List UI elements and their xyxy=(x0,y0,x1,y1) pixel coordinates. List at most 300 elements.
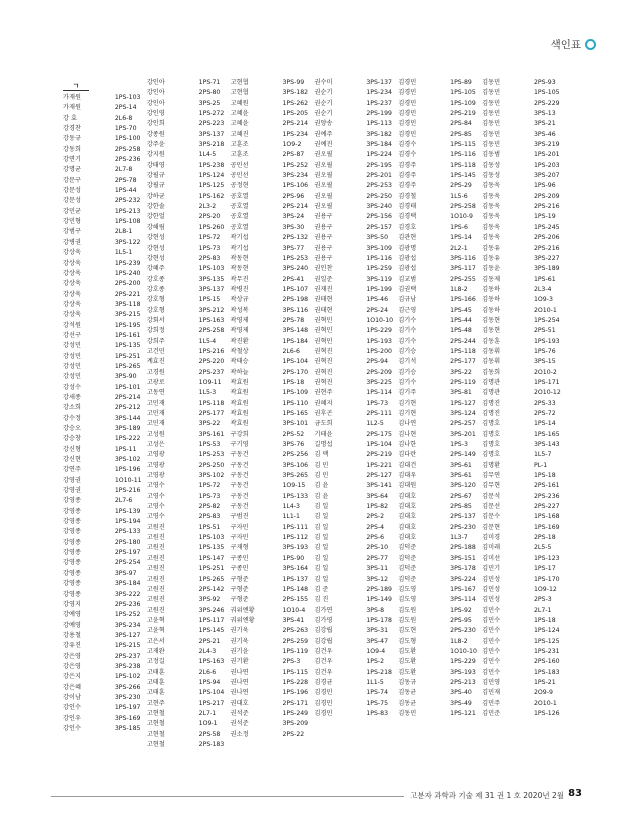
author-name: 김동휘 xyxy=(482,347,501,355)
author-name: 강영종 xyxy=(63,518,81,526)
paper-code: 3PS-240 xyxy=(366,203,392,211)
paper-code: 3PS-193 xyxy=(450,668,476,676)
paper-code: 3PS-47 xyxy=(366,637,389,645)
index-entry xyxy=(398,647,477,657)
paper-code: 3PS-13 xyxy=(533,110,556,118)
author-name: 고현협 xyxy=(230,79,249,86)
index-entry xyxy=(231,637,310,647)
index-entry xyxy=(314,161,393,171)
author-name: 김경민 xyxy=(398,99,417,107)
index-entry xyxy=(314,357,393,367)
author-name: 궈위엔황 xyxy=(230,606,255,614)
index-entry xyxy=(398,688,477,698)
index-entry xyxy=(231,399,310,409)
paper-code: 1O10-10 xyxy=(366,316,394,324)
index-entry xyxy=(314,295,393,305)
author-name: 김 일 xyxy=(314,503,329,511)
paper-code: 1L5-3 xyxy=(198,389,217,397)
paper-code: 2PS-22 xyxy=(282,730,305,738)
author-name: 구동건 xyxy=(230,461,249,469)
paper-code: 1L5-7 xyxy=(533,451,552,459)
author-name: 김동훈 xyxy=(482,337,501,345)
paper-code: 2PS-83 xyxy=(198,513,221,521)
index-entry xyxy=(398,564,477,574)
index-entry xyxy=(398,254,477,264)
index-entry xyxy=(398,130,477,140)
author-name: 곽하늘 xyxy=(230,368,249,376)
author-name: 김동욱 xyxy=(482,213,501,221)
index-entry xyxy=(147,326,226,336)
paper-code: 1PS-126 xyxy=(533,709,560,717)
index-entry xyxy=(482,481,561,491)
author-name: 고정길 xyxy=(146,658,165,666)
index-entry xyxy=(314,275,393,285)
index-entry xyxy=(231,378,310,388)
author-name: 김동윤 xyxy=(482,265,501,273)
paper-code: 1PS-46 xyxy=(366,296,389,304)
paper-code: 2L7-1 xyxy=(533,606,552,614)
paper-code: 2PS-155 xyxy=(282,596,309,604)
index-entry xyxy=(231,78,310,88)
index-entry xyxy=(147,409,226,419)
index-entry xyxy=(482,337,561,347)
paper-code: 1L8-2 xyxy=(450,637,468,645)
index-entry xyxy=(63,600,142,610)
paper-code: 2PS-96 xyxy=(282,192,305,200)
paper-code: 1PS-194 xyxy=(114,518,141,526)
author-name: 김기현 xyxy=(398,410,417,417)
index-entry xyxy=(398,316,477,326)
author-name: 김동희 xyxy=(482,368,501,376)
author-name: 김동휘 xyxy=(482,358,501,366)
author-name: 강인수 xyxy=(63,704,81,712)
index-entry xyxy=(147,575,226,585)
paper-code: 1O9-12 xyxy=(533,585,557,593)
index-entry xyxy=(231,564,310,574)
index-entry xyxy=(314,337,393,347)
paper-code: 1PS-101 xyxy=(114,383,141,391)
author-name: 김 민 xyxy=(314,472,329,480)
paper-code: 1L3-7 xyxy=(450,534,468,542)
author-name: 김기승 xyxy=(398,368,417,376)
index-entry xyxy=(63,248,142,258)
paper-code: 2PS-127 xyxy=(366,472,392,480)
author-name: 강영종 xyxy=(63,559,81,567)
index-entry xyxy=(482,409,561,419)
paper-code: 1PS-147 xyxy=(198,554,225,562)
index-entry xyxy=(147,450,226,460)
paper-code: 3PS-225 xyxy=(366,378,392,386)
index-entry xyxy=(147,523,226,533)
paper-code: 3PS-114 xyxy=(450,596,476,604)
index-entry xyxy=(398,668,477,678)
paper-code: 3PS-169 xyxy=(114,714,141,722)
paper-code: 1PS-115 xyxy=(282,668,309,676)
author-name: 김민성 xyxy=(482,575,501,583)
paper-code: 1O9-11 xyxy=(198,378,222,386)
author-name: 김기현 xyxy=(398,399,417,407)
author-name: 강태영 xyxy=(146,161,165,169)
author-name: 김도원 xyxy=(398,606,417,614)
author-name: 권오필 xyxy=(314,151,333,159)
index-entry xyxy=(314,637,393,647)
author-name: 김 일 xyxy=(314,565,329,573)
paper-code: 2PS-216 xyxy=(533,203,560,211)
paper-code: 2L7-8 xyxy=(114,166,133,174)
index-entry xyxy=(398,285,477,295)
index-entry xyxy=(482,378,561,388)
paper-code: 1PS-239 xyxy=(114,259,141,267)
paper-code: 1O9-2 xyxy=(282,141,302,149)
index-entry xyxy=(231,233,310,243)
index-entry xyxy=(398,378,477,388)
paper-code: 3PS-90 xyxy=(114,373,137,381)
author-name: 강현성 xyxy=(146,234,165,242)
index-entry xyxy=(398,347,477,357)
paper-code: 2PS-137 xyxy=(450,513,476,521)
index-entry xyxy=(231,533,310,543)
author-name: 구동건 xyxy=(230,472,249,480)
paper-code: 2PS-236 xyxy=(114,600,141,608)
paper-code: 3PS-201 xyxy=(450,430,476,438)
author-name: 강필규 xyxy=(146,182,165,190)
index-entry xyxy=(147,585,226,595)
author-name: 강예영 xyxy=(63,611,81,619)
author-name: 강동규 xyxy=(63,135,81,143)
index-entry xyxy=(398,306,477,316)
author-name: 김경민 xyxy=(398,110,417,118)
paper-code: 1PS-104 xyxy=(282,358,309,366)
index-entry xyxy=(482,699,561,709)
paper-code: 1PS-18 xyxy=(533,616,556,624)
author-name: 곽효원 xyxy=(230,399,249,407)
paper-code: 2PS-67 xyxy=(450,492,472,500)
paper-code: 3PS-148 xyxy=(282,327,309,335)
paper-code: 1O9-3 xyxy=(533,296,553,304)
author-name: 김문선 xyxy=(482,503,501,511)
index-entry xyxy=(314,388,393,398)
index-entry xyxy=(314,119,393,129)
paper-code: 2PS-72 xyxy=(533,410,556,417)
index-entry xyxy=(63,186,142,196)
author-name: 김동민 xyxy=(482,110,501,118)
paper-code: 2L7-1 xyxy=(198,709,217,717)
author-name: 구동건 xyxy=(230,492,249,500)
index-entry xyxy=(147,316,226,326)
author-name: 김도형 xyxy=(398,637,417,645)
index-entry xyxy=(482,119,561,129)
paper-code: 2PS-4 xyxy=(366,523,385,531)
index-entry xyxy=(482,368,561,378)
paper-code: 1PS-123 xyxy=(533,554,560,562)
author-name: 권태현 xyxy=(314,296,333,304)
author-name: 김동욱 xyxy=(482,223,501,231)
paper-code: 1PS-234 xyxy=(366,89,392,97)
index-entry xyxy=(63,383,142,393)
paper-code: 3PS-64 xyxy=(366,492,389,500)
index-entry xyxy=(314,461,393,471)
paper-code: 2PS-160 xyxy=(533,658,560,666)
paper-code: 2PS-83 xyxy=(198,254,221,262)
index-entry xyxy=(314,223,393,233)
author-name: 고영수 xyxy=(146,513,165,521)
author-name: 권인찬 xyxy=(314,265,333,273)
author-name: 김민영 xyxy=(482,678,501,686)
author-name: 김기수 xyxy=(398,327,417,335)
author-name: 강회서 xyxy=(146,316,165,324)
index-entry xyxy=(231,285,310,295)
paper-code: 2PS-256 xyxy=(282,451,309,459)
index-entry xyxy=(398,388,477,398)
author-name: 권용구 xyxy=(314,234,333,242)
index-entry xyxy=(63,310,142,320)
index-entry xyxy=(482,440,561,450)
paper-code: 3PS-141 xyxy=(366,482,392,490)
author-name: 김문석 xyxy=(482,492,501,500)
paper-code: 1PS-45 xyxy=(450,306,472,314)
author-name: 고경원 xyxy=(146,368,165,376)
author-name: 김강립 xyxy=(314,637,333,645)
author-name: 강종원 xyxy=(146,130,165,138)
author-name: 김동범 xyxy=(482,151,501,159)
author-name: 권오필 xyxy=(314,161,333,169)
paper-code: 1PS-18 xyxy=(282,378,305,386)
index-entry xyxy=(398,181,477,191)
author-name: 김광명 xyxy=(398,244,417,252)
paper-code: 3PS-137 xyxy=(366,79,392,86)
author-name: 김근영 xyxy=(398,306,417,314)
author-name: 고훈조 xyxy=(230,151,249,159)
author-name: 김나연 xyxy=(398,420,417,428)
paper-code: 1PS-217 xyxy=(198,699,225,707)
index-entry xyxy=(314,492,393,502)
author-name: 강한솔 xyxy=(146,203,165,211)
paper-code: 2PS-87 xyxy=(282,151,305,159)
paper-code: 1PS-105 xyxy=(450,89,476,97)
index-entry xyxy=(398,709,477,719)
paper-code: 2PS-133 xyxy=(114,528,141,536)
index-entry xyxy=(482,316,561,326)
paper-code: 2PS-20 xyxy=(198,213,221,221)
author-name: 김교범 xyxy=(398,275,417,283)
paper-code: 1PS-221 xyxy=(366,461,392,469)
paper-code: 1PS-105 xyxy=(533,89,560,97)
paper-code: 3PS-77 xyxy=(282,244,305,252)
author-name: 김도영 xyxy=(398,585,417,593)
index-entry xyxy=(147,223,226,233)
index-entry xyxy=(147,161,226,171)
paper-code: 1PS-100 xyxy=(114,135,141,143)
paper-code: 1PS-3 xyxy=(450,441,468,449)
paper-code: 1L4-3 xyxy=(282,503,300,511)
index-entry xyxy=(398,368,477,378)
paper-code: 3PS-46 xyxy=(533,130,556,138)
author-name: 공민선 xyxy=(230,161,249,169)
author-name: 권혁진 xyxy=(314,347,333,355)
paper-code: 3PS-21 xyxy=(533,120,556,128)
author-name: 김건우 xyxy=(314,647,333,655)
author-name: 고동연 xyxy=(146,389,165,397)
paper-code: 1PS-103 xyxy=(198,534,225,542)
index-entry xyxy=(231,347,310,357)
paper-code: 1PS-127 xyxy=(450,399,476,407)
index-entry xyxy=(231,606,310,616)
paper-code: 1PS-252 xyxy=(282,161,309,169)
index-entry xyxy=(231,150,310,160)
index-entry xyxy=(398,337,477,347)
index-entry xyxy=(398,264,477,274)
paper-code: 1PS-216 xyxy=(198,347,225,355)
author-name: 공호열 xyxy=(230,192,249,200)
paper-code: 1PS-229 xyxy=(366,327,392,335)
index-entry xyxy=(398,295,477,305)
paper-code: 3PS-118 xyxy=(114,300,141,308)
index-entry xyxy=(147,306,226,316)
author-name: 곽태승 xyxy=(230,358,249,366)
index-entry xyxy=(314,171,393,181)
paper-code: 1PS-165 xyxy=(533,430,560,438)
paper-code: 2PS-177 xyxy=(450,358,476,366)
index-entry xyxy=(63,424,142,434)
page-number: 83 xyxy=(568,788,582,799)
paper-code: 2PS-95 xyxy=(450,616,472,624)
paper-code: 1PS-145 xyxy=(450,172,476,180)
author-name: 고현철 xyxy=(146,730,165,738)
index-entry xyxy=(231,337,310,347)
index-entry xyxy=(314,595,393,605)
index-entry xyxy=(482,626,561,636)
author-name: 김동민 xyxy=(482,79,501,86)
paper-code: 3PS-50 xyxy=(366,234,389,242)
index-entry xyxy=(147,244,226,254)
paper-code: 2PS-132 xyxy=(282,234,309,242)
paper-code: 1PS-148 xyxy=(282,585,309,593)
index-entry xyxy=(314,78,393,88)
index-entry xyxy=(482,192,561,202)
index-entry xyxy=(314,99,393,109)
paper-code: 1PS-201 xyxy=(533,151,560,159)
paper-code: 3PS-11 xyxy=(366,565,389,573)
index-entry xyxy=(482,357,561,367)
paper-code: 1O9-4 xyxy=(366,647,386,655)
index-entry xyxy=(482,388,561,398)
index-entry xyxy=(63,145,142,155)
paper-code: 1PS-229 xyxy=(450,658,476,666)
author-name: 곽효원 xyxy=(230,378,249,386)
paper-code: 3PS-266 xyxy=(114,683,141,691)
author-name: 고성은 xyxy=(146,441,165,449)
paper-code: 2PS-189 xyxy=(366,585,392,593)
index-entry xyxy=(398,140,477,150)
author-name: 권양송 xyxy=(314,120,333,128)
index-entry xyxy=(231,88,310,98)
paper-code: 2L8-1 xyxy=(114,228,133,236)
author-name: 김경민 xyxy=(314,709,333,717)
index-entry xyxy=(63,445,142,455)
index-entry xyxy=(314,533,393,543)
index-entry xyxy=(482,430,561,440)
author-name: 강호형 xyxy=(146,306,165,314)
author-name: 김무연 xyxy=(482,472,501,480)
paper-code: 1PS-196 xyxy=(114,466,141,474)
author-name: 강민형 xyxy=(63,218,81,226)
paper-code: 3PS-137 xyxy=(198,285,225,293)
index-entry xyxy=(398,244,477,254)
paper-code: 2PS-214 xyxy=(282,120,309,128)
paper-code: 2PS-258 xyxy=(114,145,141,153)
author-name: 고원진 xyxy=(146,565,165,573)
index-entry xyxy=(231,264,310,274)
paper-code: 2PS-10 xyxy=(366,544,389,552)
index-entry xyxy=(482,419,561,429)
index-entry xyxy=(482,171,561,181)
index-entry xyxy=(314,616,393,626)
index-entry xyxy=(314,450,393,460)
paper-code: 2PS-220 xyxy=(198,358,225,366)
index-column xyxy=(231,78,310,778)
paper-code: 2PS-206 xyxy=(533,234,560,242)
index-column xyxy=(63,78,142,778)
author-name: 강석원 xyxy=(63,321,81,329)
index-entry xyxy=(482,554,561,564)
author-name: 김동성 xyxy=(482,161,501,169)
paper-code: 1PS-224 xyxy=(366,151,392,159)
index-entry xyxy=(482,461,561,471)
paper-code: 1PS-71 xyxy=(198,79,221,86)
author-name: 김동하 xyxy=(482,306,501,314)
index-entry xyxy=(63,631,142,641)
paper-code: 1O10-4 xyxy=(282,606,306,614)
paper-code: 2PS-258 xyxy=(450,203,476,211)
author-name: 김문현 xyxy=(482,523,501,531)
paper-code: 2PS-3 xyxy=(533,596,552,604)
paper-code: 1PS-238 xyxy=(198,161,225,169)
paper-code: 3PS-76 xyxy=(282,441,305,449)
paper-code: 1PS-253 xyxy=(282,254,309,262)
paper-code: 2O10-1 xyxy=(533,699,557,707)
author-name: 강영종 xyxy=(63,569,81,577)
paper-code: 3PS-224 xyxy=(450,575,476,583)
author-name: 김규남 xyxy=(398,296,417,304)
index-entry xyxy=(314,306,393,316)
index-entry xyxy=(314,192,393,202)
author-name: 강희정 xyxy=(146,327,165,335)
index-entry xyxy=(314,419,393,429)
index-entry xyxy=(398,512,477,522)
author-index xyxy=(63,78,561,778)
author-name: 공호열 xyxy=(230,213,249,221)
index-entry xyxy=(147,533,226,543)
paper-code: 1PS-218 xyxy=(366,668,392,676)
paper-code: 1PS-162 xyxy=(198,192,225,200)
author-name: 곽효원 xyxy=(230,389,249,397)
index-entry xyxy=(147,378,226,388)
author-name: 김나한 xyxy=(398,441,417,449)
index-entry xyxy=(147,502,226,512)
author-name: 김 맥 xyxy=(314,451,329,459)
index-entry xyxy=(314,585,393,595)
author-name: 김경태 xyxy=(398,203,417,211)
author-name: 김미래 xyxy=(482,544,501,552)
index-entry xyxy=(482,130,561,140)
author-name: 강성민 xyxy=(63,373,81,381)
index-entry xyxy=(231,554,310,564)
paper-code: 1PS-254 xyxy=(533,316,560,324)
author-name: 김경택 xyxy=(398,213,417,221)
index-entry xyxy=(147,109,226,119)
index-entry xyxy=(63,372,142,382)
index-entry xyxy=(314,502,393,512)
